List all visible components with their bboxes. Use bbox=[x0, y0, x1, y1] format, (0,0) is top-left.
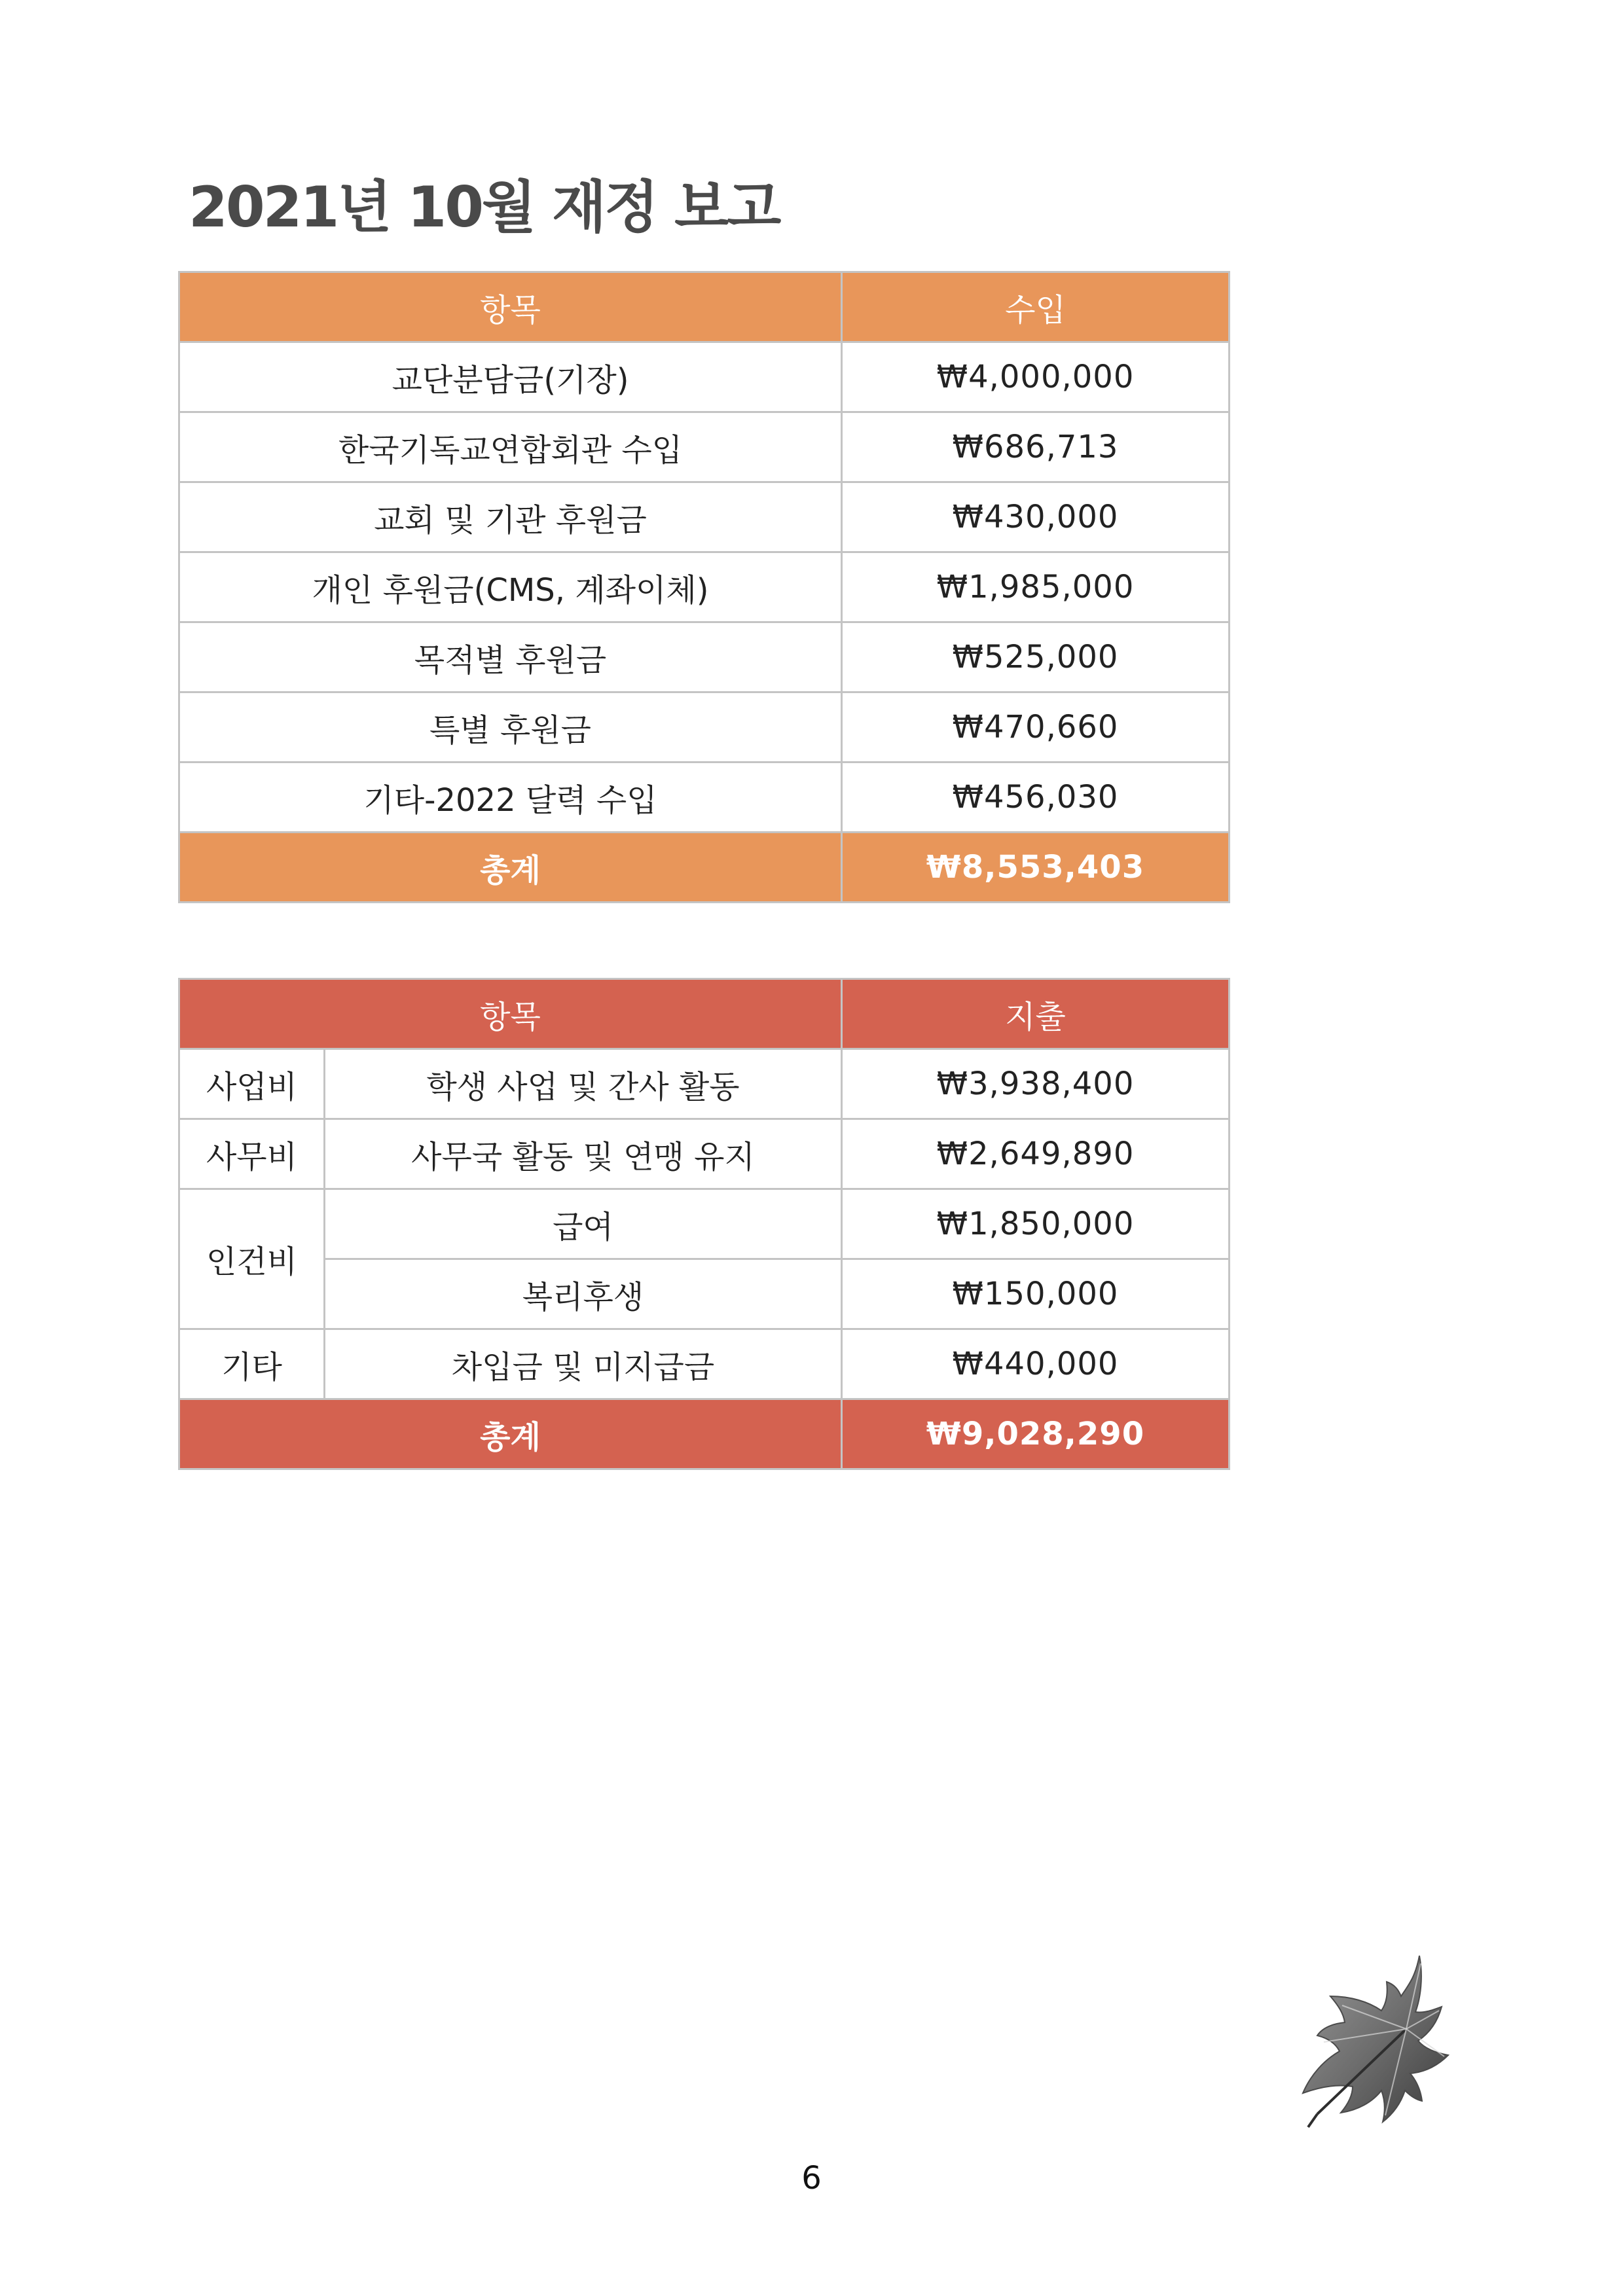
income-header-item: 항목 bbox=[179, 272, 842, 342]
income-amount: ₩470,660 bbox=[842, 692, 1230, 762]
income-item: 기타-2022 달력 수입 bbox=[179, 762, 842, 833]
expense-header-row bbox=[179, 979, 1230, 1049]
expense-amount: ₩440,000 bbox=[842, 1329, 1230, 1399]
expense-amount: ₩150,000 bbox=[842, 1259, 1230, 1329]
income-amount: ₩456,030 bbox=[842, 762, 1230, 833]
table-row bbox=[179, 692, 1230, 762]
expense-category: 인건비 bbox=[179, 1189, 325, 1329]
expense-amount: ₩2,649,890 bbox=[842, 1119, 1230, 1189]
table-row bbox=[179, 1189, 1230, 1259]
table-row bbox=[179, 1119, 1230, 1189]
expense-category: 사무비 bbox=[179, 1119, 325, 1189]
income-total-label: 총계 bbox=[179, 833, 842, 903]
expense-item: 학생 사업 및 간사 활동 bbox=[325, 1049, 842, 1119]
income-table bbox=[178, 271, 1230, 903]
expense-header-item: 항목 bbox=[179, 979, 842, 1049]
income-item: 교회 및 기관 후원금 bbox=[179, 482, 842, 552]
income-amount: ₩430,000 bbox=[842, 482, 1230, 552]
expense-amount: ₩3,938,400 bbox=[842, 1049, 1230, 1119]
income-total-row bbox=[179, 833, 1230, 903]
income-item: 개인 후원금(CMS, 계좌이체) bbox=[179, 552, 842, 622]
income-amount: ₩1,985,000 bbox=[842, 552, 1230, 622]
expense-header-amount: 지출 bbox=[842, 979, 1230, 1049]
table-row bbox=[179, 1259, 1230, 1329]
expense-total-row bbox=[179, 1399, 1230, 1469]
expense-item: 급여 bbox=[325, 1189, 842, 1259]
income-header-amount: 수입 bbox=[842, 272, 1230, 342]
expense-category: 기타 bbox=[179, 1329, 325, 1399]
page-number: 6 bbox=[801, 2160, 822, 2197]
income-header-row bbox=[179, 272, 1230, 342]
table-row bbox=[179, 762, 1230, 833]
table-row bbox=[179, 482, 1230, 552]
table-row bbox=[179, 342, 1230, 412]
expense-table bbox=[178, 978, 1230, 1470]
table-row bbox=[179, 412, 1230, 482]
income-item: 목적별 후원금 bbox=[179, 622, 842, 692]
income-amount: ₩686,713 bbox=[842, 412, 1230, 482]
expense-item: 차입금 및 미지급금 bbox=[325, 1329, 842, 1399]
income-item: 교단분담금(기장) bbox=[179, 342, 842, 412]
expense-category: 사업비 bbox=[179, 1049, 325, 1119]
income-total-amount: ₩8,553,403 bbox=[842, 833, 1230, 903]
expense-amount: ₩1,850,000 bbox=[842, 1189, 1230, 1259]
page-title: 2021년 10월 재정 보고 bbox=[189, 175, 780, 240]
expense-total-label: 총계 bbox=[179, 1399, 842, 1469]
expense-item: 사무국 활동 및 연맹 유지 bbox=[325, 1119, 842, 1189]
maple-leaf-icon bbox=[1270, 1950, 1467, 2140]
table-row bbox=[179, 1049, 1230, 1119]
expense-total-amount: ₩9,028,290 bbox=[842, 1399, 1230, 1469]
income-item: 특별 후원금 bbox=[179, 692, 842, 762]
table-row bbox=[179, 552, 1230, 622]
table-row bbox=[179, 1329, 1230, 1399]
expense-item: 복리후생 bbox=[325, 1259, 842, 1329]
income-amount: ₩4,000,000 bbox=[842, 342, 1230, 412]
income-item: 한국기독교연합회관 수입 bbox=[179, 412, 842, 482]
income-amount: ₩525,000 bbox=[842, 622, 1230, 692]
table-row bbox=[179, 622, 1230, 692]
